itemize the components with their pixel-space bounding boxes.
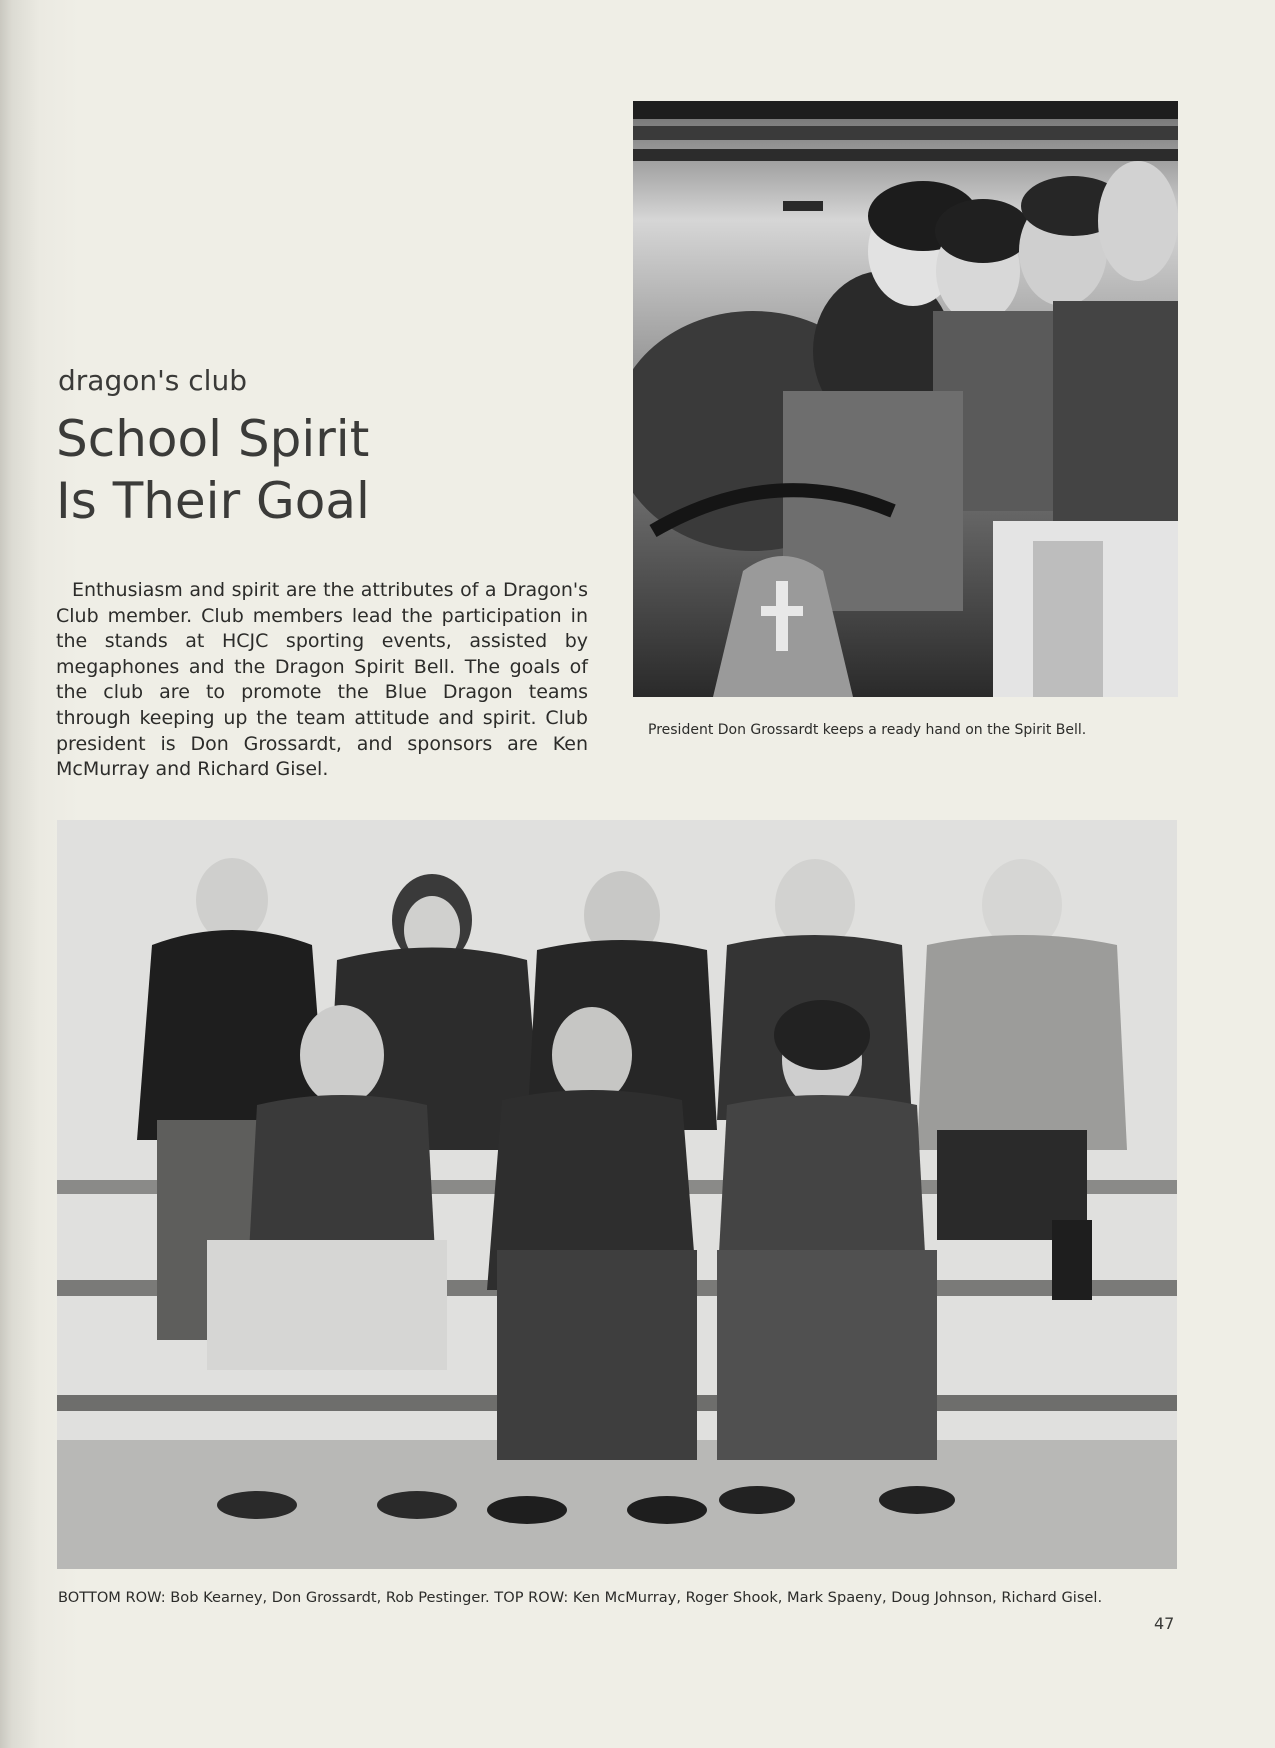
spirit-bell-photo [633, 101, 1178, 697]
article-body: Enthusiasm and spirit are the attributes of a Dragon's Club member. Club members lead the participation in the stands at HCJC sporting events, assisted by megaphones and the Dragon Spirit Bell. The goals of the club are to promote the Blue Dragon teams through keeping up the team attitude and spirit. Club president is Don Grossardt, and sponsors are Ken McMurray and Richard Gisel. [56, 579, 588, 781]
headline [56, 408, 476, 532]
headline-line-1: School Spirit [56, 410, 370, 468]
section-label: dragon's club [58, 364, 247, 397]
spirit-bell-caption: President Don Grossardt keeps a ready hand on the Spirit Bell. [648, 722, 1087, 738]
headline-line-2: Is Their Goal [56, 472, 370, 530]
page-number: 47 [1154, 1614, 1175, 1633]
group-photo-caption: BOTTOM ROW: Bob Kearney, Don Grossardt, Rob Pestinger. TOP ROW: Ken McMurray, Roger Shook, Mark Spaeny, Doug Johnson, Richard Gisel. [58, 1589, 1103, 1606]
club-group-photo [57, 820, 1177, 1569]
